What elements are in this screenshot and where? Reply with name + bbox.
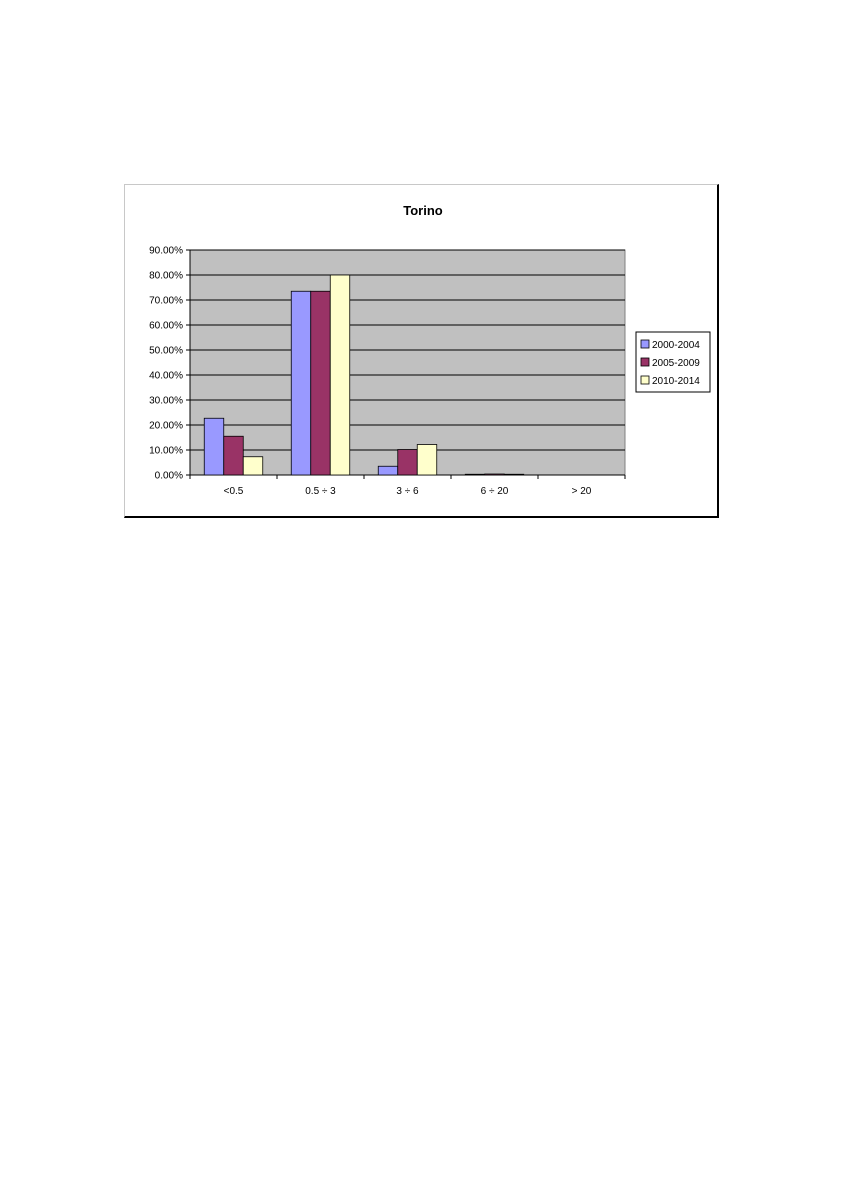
bar-2010-2014-0: [243, 457, 263, 475]
x-tick-label: 0.5 ÷ 3: [305, 486, 336, 497]
bar-chart: [125, 185, 718, 517]
plot-area: [190, 250, 625, 475]
legend-label: 2000-2004: [652, 340, 700, 351]
bar-2000-2004-1: [291, 291, 311, 475]
y-tick-label: 10.00%: [149, 445, 183, 457]
legend-label: 2010-2014: [652, 376, 700, 387]
y-tick-label: 50.00%: [149, 345, 183, 357]
y-tick-label: 0.00%: [154, 470, 183, 482]
bar-2005-2009-3: [485, 474, 505, 475]
legend-swatch: [641, 340, 649, 348]
bar-2010-2014-2: [417, 445, 437, 476]
y-tick-label: 30.00%: [149, 395, 183, 407]
bar-2005-2009-1: [311, 291, 331, 475]
legend-label: 2005-2009: [652, 358, 700, 369]
chart-title: Torino: [403, 203, 443, 218]
x-tick-label: <0.5: [223, 486, 244, 497]
x-tick-label: > 20: [571, 486, 592, 497]
chart-frame: [124, 184, 719, 518]
legend-swatch: [641, 376, 649, 384]
bar-2010-2014-3: [504, 474, 524, 475]
y-tick-label: 20.00%: [149, 420, 183, 432]
x-tick-label: 3 ÷ 6: [396, 486, 419, 497]
bar-2005-2009-0: [224, 436, 244, 475]
bar-2000-2004-3: [465, 474, 485, 475]
bar-2010-2014-1: [330, 275, 350, 475]
y-tick-label: 70.00%: [149, 295, 183, 307]
bar-2000-2004-2: [378, 466, 398, 475]
y-tick-label: 80.00%: [149, 270, 183, 282]
y-tick-label: 90.00%: [149, 245, 183, 257]
bar-2000-2004-0: [204, 418, 224, 475]
x-tick-label: 6 ÷ 20: [480, 486, 509, 497]
legend-swatch: [641, 358, 649, 366]
y-tick-label: 60.00%: [149, 320, 183, 332]
bar-2005-2009-2: [398, 450, 418, 476]
y-tick-label: 40.00%: [149, 370, 183, 382]
